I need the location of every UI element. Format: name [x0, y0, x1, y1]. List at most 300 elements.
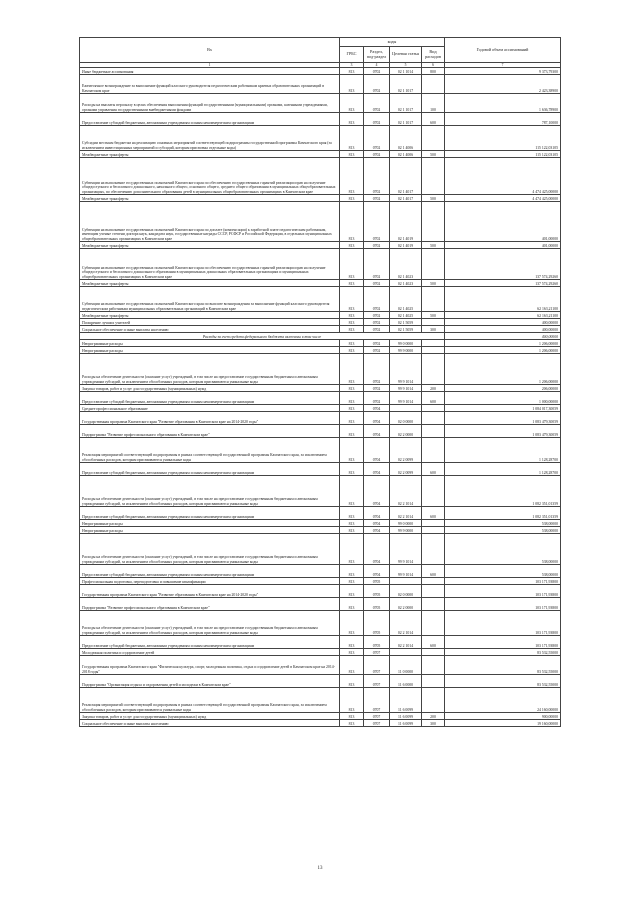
table-row: [80, 578, 561, 585]
cell-target: 11 6 0000: [390, 675, 422, 688]
cell-name: Расходы на обеспечение деятельности (оказание услуг) учреждений, в том числе на предоставление государственным бюджетным и автономным учреждениям субсидий, за исключением обособленных расходов, которым присваиваются уникальные коды: [80, 611, 340, 636]
cell-amount: 9 373,79300: [445, 68, 561, 75]
cell-grbs: 813: [340, 68, 364, 75]
cell-grbs: 813: [340, 534, 364, 565]
cell-target: 99 9 1014: [390, 534, 422, 565]
cell-name: Государственная программа Камчатского края "Развитие образования в Камчатском крае на 2014-2020 годы": [80, 412, 340, 425]
cell-razdel: 0702: [364, 151, 390, 158]
cell-grbs: 813: [340, 195, 364, 202]
table-row: [80, 158, 561, 195]
cell-grbs: 813: [340, 649, 364, 656]
page-number: 13: [317, 866, 323, 871]
cell-grbs: 813: [340, 598, 364, 611]
cell-grbs: 813: [340, 347, 364, 354]
cell-grbs: 813: [340, 412, 364, 425]
cell-name: Закупка товаров, работ и услуг для государственных (муниципальных) нужд: [80, 713, 340, 720]
cell-vid: 500: [422, 151, 445, 158]
cell-razdel: 0702: [364, 354, 390, 385]
table-row: [80, 195, 561, 202]
cell-name: Расходы на обеспечение деятельности (оказание услуг) учреждений, в том числе на предоставление государственным бюджетным и автономным учреждениям субсидий, за исключением обособленных расходов, которым присваиваются уникальные коды: [80, 534, 340, 565]
cell-amount: 1 000,00000: [445, 392, 561, 405]
cell-target: 02 1 1017: [390, 75, 422, 94]
cell-name: Реализация мероприятий соответствующей подпрограммы в рамках соответствующей государственной программы Камчатского края, за исключением обособленных расходов, которым присваиваются уникальные коды: [80, 438, 340, 463]
cell-amount: 1 206,00000: [445, 347, 561, 354]
table-row: [80, 534, 561, 565]
cell-razdel: 0702: [364, 280, 390, 287]
cell-name: Государственная программа Камчатского края "Развитие образования в Камчатском крае на 2014-2020 годы": [80, 585, 340, 598]
cell-vid: 600: [422, 113, 445, 126]
budget-table: [79, 37, 561, 727]
table-row: [80, 319, 561, 326]
cell-vid: [422, 249, 445, 280]
cell-razdel: 0704: [364, 412, 390, 425]
cell-target: 02 2 0000: [390, 598, 422, 611]
cell-name: Поощрение лучших учителей: [80, 319, 340, 326]
table-row: [80, 675, 561, 688]
cell-name: Субсидии местным бюджетам на реализацию основных мероприятий соответствующей подпрограммы государственной программы Камчатского края (за исключением инвестиционных мероприятий и субсидий, которым присвоены отдельные коды): [80, 126, 340, 151]
cell-amount: 538,00000: [445, 534, 561, 565]
cell-name: Непрограммные расходы: [80, 347, 340, 354]
table-row: [80, 94, 561, 113]
cell-grbs: 813: [340, 527, 364, 534]
cell-razdel: 0702: [364, 319, 390, 326]
cell-grbs: 813: [340, 585, 364, 598]
cell-razdel: 0702: [364, 94, 390, 113]
cell-grbs: 813: [340, 425, 364, 438]
cell-grbs: 813: [340, 319, 364, 326]
cell-target: 11 6 0099: [390, 688, 422, 713]
cell-vid: [422, 649, 445, 656]
column-razdel-header: Раздел, под-раздел: [364, 47, 390, 63]
cell-name: Субвенции на выполнение государственных полномочий Камчатского края по доплате (компенсации) к заработной плате педагогическим работникам, имеющим ученые степени доктора наук, кандидата наук, государственные награды СССР, РСФСР и Российской Федерации, в отдельных муниципальных общеобразовательных организациях в Камчатском крае: [80, 202, 340, 242]
column-number: 5: [390, 63, 422, 68]
cell-vid: 500: [422, 312, 445, 319]
table-row: [80, 333, 561, 340]
cell-amount: 1 636,78900: [445, 94, 561, 113]
cell-name: Среднее профессиональное образование: [80, 405, 340, 412]
cell-razdel: 0702: [364, 75, 390, 94]
cell-vid: [422, 688, 445, 713]
cell-vid: [422, 578, 445, 585]
cell-vid: [422, 75, 445, 94]
cell-amount: 1 082 351,01359: [445, 476, 561, 507]
cell-name: Расходы за счет средств федерального бюджета включены в том числе: [80, 333, 445, 340]
cell-target: 02 0 0000: [390, 585, 422, 598]
cell-grbs: 813: [340, 312, 364, 319]
cell-name: Субвенции на выполнение государственных полномочий Камчатского края по выплате вознаграждения за выполнение функций классного руководителя педагогическим работникам муниципальных образовательных организаций в Камчатском крае: [80, 287, 340, 312]
cell-target: 11 6 0099: [390, 720, 422, 727]
cell-amount: 103 171,93800: [445, 636, 561, 649]
cell-target: 02 1 4023: [390, 249, 422, 280]
cell-amount: 1 083 479,30059: [445, 412, 561, 425]
cell-name: Предоставление субсидий бюджетным, автономным учреждениям и иным некоммерческим организациям: [80, 507, 340, 520]
cell-grbs: 813: [340, 438, 364, 463]
cell-grbs: 813: [340, 202, 364, 242]
cell-amount: 115 122,03105: [445, 126, 561, 151]
cell-razdel: 0702: [364, 242, 390, 249]
cell-razdel: 0704: [364, 565, 390, 578]
cell-razdel: 0702: [364, 312, 390, 319]
cell-razdel: 0704: [364, 438, 390, 463]
cell-name: Предоставление субсидий бюджетным, автономным учреждениям и иным некоммерческим организациям: [80, 565, 340, 578]
table-row: [80, 507, 561, 520]
cell-grbs: 813: [340, 354, 364, 385]
cell-vid: 200: [422, 713, 445, 720]
cell-amount: 400,00000: [445, 319, 561, 326]
cell-vid: 600: [422, 507, 445, 520]
cell-grbs: 813: [340, 340, 364, 347]
table-row: [80, 113, 561, 126]
table-row: [80, 656, 561, 675]
cell-name: Расходы на обеспечение деятельности (оказание услуг) учреждений, в том числе на предоставление государственным бюджетным и автономным учреждениям субсидий, за исключением обособленных расходов, которым присваиваются уникальные коды: [80, 354, 340, 385]
cell-grbs: 813: [340, 242, 364, 249]
table-row: [80, 280, 561, 287]
cell-razdel: 0702: [364, 287, 390, 312]
cell-name: Предоставление субсидий бюджетным, автономным учреждениям и иным некоммерческим организациям: [80, 636, 340, 649]
cell-amount: 103 171,93800: [445, 611, 561, 636]
column-target-header: Целевая статья: [390, 47, 422, 63]
cell-razdel: 0705: [364, 585, 390, 598]
cell-name: Межбюджетные трансферты: [80, 242, 340, 249]
cell-amount: 137 574,29260: [445, 249, 561, 280]
cell-target: 11 0 0000: [390, 656, 422, 675]
cell-razdel: 0705: [364, 598, 390, 611]
cell-razdel: 0702: [364, 126, 390, 151]
cell-amount: 1 082 351,01359: [445, 507, 561, 520]
cell-name: Предоставление субсидий бюджетным, автономным учреждениям и иным некоммерческим организациям: [80, 392, 340, 405]
cell-amount: 137 574,29260: [445, 280, 561, 287]
cell-target: 02 2 1014: [390, 476, 422, 507]
cell-target: 02 1 4017: [390, 158, 422, 195]
table-row: [80, 527, 561, 534]
cell-vid: [422, 438, 445, 463]
cell-name: Межбюджетные трансферты: [80, 151, 340, 158]
cell-razdel: 0704: [364, 520, 390, 527]
cell-vid: 500: [422, 280, 445, 287]
table-row: [80, 565, 561, 578]
cell-target: 02 1 4017: [390, 195, 422, 202]
cell-name: Непрограммные расходы: [80, 520, 340, 527]
cell-vid: 200: [422, 385, 445, 392]
cell-amount: 401,00000: [445, 202, 561, 242]
cell-amount: 62 163,21100: [445, 312, 561, 319]
cell-grbs: 813: [340, 476, 364, 507]
table-row: [80, 242, 561, 249]
cell-razdel: 0702: [364, 326, 390, 333]
cell-grbs: 813: [340, 463, 364, 476]
cell-grbs: 813: [340, 688, 364, 713]
cell-name: Предоставление субсидий бюджетным, автономным учреждениям и иным некоммерческим организациям: [80, 113, 340, 126]
cell-name: Профессиональная подготовка, переподготовка и повышение квалификации: [80, 578, 340, 585]
table-row: [80, 611, 561, 636]
cell-grbs: 813: [340, 113, 364, 126]
column-number: 3: [340, 63, 364, 68]
cell-amount: 538,00000: [445, 565, 561, 578]
cell-vid: [422, 611, 445, 636]
cell-target: 02 2 0099: [390, 463, 422, 476]
cell-razdel: 0704: [364, 527, 390, 534]
cell-vid: [422, 319, 445, 326]
column-number: 1: [80, 63, 340, 68]
cell-target: 99 0 0000: [390, 520, 422, 527]
table-row: [80, 520, 561, 527]
table-row: [80, 312, 561, 319]
cell-amount: 103 171,93800: [445, 598, 561, 611]
table-row: [80, 68, 561, 75]
cell-target: 11 6 0099: [390, 713, 422, 720]
cell-target: 02 1 4019: [390, 202, 422, 242]
cell-grbs: 813: [340, 392, 364, 405]
cell-grbs: 813: [340, 611, 364, 636]
cell-name: Ежемесячное вознаграждение за выполнение функций классного руководителя педагогическим работникам краевых образовательных организаций в Камчатском крае: [80, 75, 340, 94]
cell-grbs: 813: [340, 75, 364, 94]
cell-vid: [422, 534, 445, 565]
cell-grbs: 813: [340, 675, 364, 688]
cell-amount: 400,00000: [445, 333, 561, 340]
cell-amount: 538,00000: [445, 527, 561, 534]
cell-vid: [422, 598, 445, 611]
cell-target: 02 2 1014: [390, 507, 422, 520]
table-row: [80, 392, 561, 405]
cell-vid: 100: [422, 94, 445, 113]
cell-name: Расходы на обеспечение деятельности (оказание услуг) учреждений, в том числе на предоставление государственным бюджетным и автономным учреждениям субсидий, за исключением обособленных расходов, которым присваиваются уникальные коды: [80, 476, 340, 507]
cell-target: 02 2 1014: [390, 636, 422, 649]
cell-target: 02 1 1017: [390, 94, 422, 113]
cell-vid: [422, 340, 445, 347]
cell-razdel: 0707: [364, 720, 390, 727]
cell-name: Подпрограмма "Развитие профессионального образования в Камчатском крае": [80, 598, 340, 611]
cell-amount: 1 128,28700: [445, 463, 561, 476]
cell-target: 02 1 5059: [390, 319, 422, 326]
table-row: [80, 598, 561, 611]
table-row: [80, 405, 561, 412]
cell-amount: 4 474 425,00000: [445, 195, 561, 202]
table-row: [80, 438, 561, 463]
cell-name: Социальное обеспечение и иные выплаты населению: [80, 326, 340, 333]
cell-amount: 83 532,55000: [445, 649, 561, 656]
cell-grbs: 813: [340, 280, 364, 287]
cell-target: 02 1 1014: [390, 68, 422, 75]
cell-amount: 1 206,00000: [445, 340, 561, 347]
cell-razdel: 0702: [364, 202, 390, 242]
cell-target: 99 9 1014: [390, 392, 422, 405]
cell-vid: 600: [422, 565, 445, 578]
table-row: [80, 354, 561, 385]
cell-name: Непрограммные расходы: [80, 340, 340, 347]
cell-target: 99 9 1014: [390, 385, 422, 392]
cell-target: 02 0 0000: [390, 412, 422, 425]
column-grbs-header: ГРБС: [340, 47, 364, 63]
cell-amount: 24 160,00000: [445, 688, 561, 713]
cell-vid: [422, 585, 445, 598]
cell-vid: [422, 425, 445, 438]
cell-target: 02 1 4025: [390, 287, 422, 312]
cell-grbs: 813: [340, 565, 364, 578]
cell-razdel: 0705: [364, 636, 390, 649]
cell-target: 02 2 0000: [390, 425, 422, 438]
codes-group-header: коды: [340, 38, 445, 47]
cell-vid: 500: [422, 242, 445, 249]
cell-name: Закупка товаров, работ и услуг для государственных (муниципальных) нужд: [80, 385, 340, 392]
cell-amount: 206,00000: [445, 385, 561, 392]
cell-name: Межбюджетные трансферты: [80, 312, 340, 319]
table-row: [80, 476, 561, 507]
cell-razdel: 0704: [364, 425, 390, 438]
cell-vid: 800: [422, 68, 445, 75]
table-row: [80, 585, 561, 598]
cell-target: 02 1 4019: [390, 242, 422, 249]
cell-target: 02 2 1014: [390, 611, 422, 636]
cell-vid: [422, 354, 445, 385]
cell-amount: 115 122,03105: [445, 151, 561, 158]
table-body: [80, 68, 561, 727]
cell-razdel: 0704: [364, 476, 390, 507]
cell-grbs: 813: [340, 126, 364, 151]
cell-razdel: 0704: [364, 534, 390, 565]
cell-razdel: 0705: [364, 578, 390, 585]
cell-amount: 103 171,93800: [445, 578, 561, 585]
cell-razdel: 0705: [364, 611, 390, 636]
cell-razdel: 0702: [364, 340, 390, 347]
cell-vid: [422, 158, 445, 195]
cell-amount: 62 163,21100: [445, 287, 561, 312]
cell-amount: 19 160,00000: [445, 720, 561, 727]
cell-vid: 300: [422, 720, 445, 727]
cell-target: 02 1 4006: [390, 126, 422, 151]
cell-vid: 600: [422, 636, 445, 649]
cell-razdel: 0702: [364, 347, 390, 354]
cell-vid: 300: [422, 326, 445, 333]
budget-document: [79, 37, 560, 727]
cell-name: Межбюджетные трансферты: [80, 195, 340, 202]
table-row: [80, 340, 561, 347]
cell-razdel: 0707: [364, 656, 390, 675]
cell-name: Субвенции на выполнение государственных полномочий Камчатского края по обеспечению государственных гарантий реализации прав на получение общедоступного и бесплатного дошкольного, начального общего, основного общего, среднего общего образования в муниципальных общеобразовательных организациях, по обеспечению дополнительного образования детей в муниципальных общеобразовательных организациях в Камчатском крае: [80, 158, 340, 195]
column-name-header: Вх: [80, 38, 340, 63]
cell-name: Субвенции на выполнение государственных полномочий Камчатского края по обеспечению государственных гарантий реализации прав на получение общедоступного и бесплатного дошкольного образования в муниципальных дошкольных образовательных организациях и муниципальных общеобразовательных организациях в Камчатском крае: [80, 249, 340, 280]
cell-name: Подпрограмма "Организация отдыха и оздоровления детей и молодежи в Камчатском крае": [80, 675, 340, 688]
cell-razdel: 0704: [364, 405, 390, 412]
cell-grbs: 813: [340, 405, 364, 412]
cell-amount: 538,00000: [445, 520, 561, 527]
cell-name: Молодежная политика и оздоровление детей: [80, 649, 340, 656]
cell-target: 02 2 0099: [390, 438, 422, 463]
table-row: [80, 326, 561, 333]
cell-amount: 1 128,28700: [445, 438, 561, 463]
cell-razdel: 0702: [364, 195, 390, 202]
cell-grbs: 813: [340, 287, 364, 312]
cell-grbs: 813: [340, 151, 364, 158]
cell-name: Расходы на выплаты персоналу в целях обеспечения выполнения функций государственными (муниципальными) органами, казенными учреждениями, органами управления государственными внебюджетными фондами: [80, 94, 340, 113]
column-volume-header: Годовой объем ассигнований: [445, 38, 561, 63]
cell-vid: [422, 287, 445, 312]
cell-name: Социальное обеспечение и иные выплаты населению: [80, 720, 340, 727]
cell-amount: 4 474 425,00000: [445, 158, 561, 195]
cell-vid: [422, 520, 445, 527]
cell-razdel: 0702: [364, 385, 390, 392]
cell-razdel: 0707: [364, 649, 390, 656]
cell-target: 99 9 0000: [390, 527, 422, 534]
cell-amount: 83 532,55000: [445, 675, 561, 688]
cell-grbs: 813: [340, 385, 364, 392]
cell-amount: 103 171,93800: [445, 585, 561, 598]
table-row: [80, 202, 561, 242]
cell-name: Предоставление субсидий бюджетным, автономным учреждениям и иным некоммерческим организациям: [80, 463, 340, 476]
cell-vid: [422, 527, 445, 534]
cell-razdel: 0707: [364, 675, 390, 688]
cell-amount: 1 206,00000: [445, 354, 561, 385]
cell-vid: [422, 476, 445, 507]
table-row: [80, 713, 561, 720]
cell-grbs: 813: [340, 94, 364, 113]
cell-name: Иные бюджетные ассигнования: [80, 68, 340, 75]
cell-vid: [422, 405, 445, 412]
cell-target: 02 1 5059: [390, 326, 422, 333]
table-row: [80, 75, 561, 94]
table-row: [80, 151, 561, 158]
cell-target: [390, 405, 422, 412]
cell-razdel: 0707: [364, 713, 390, 720]
cell-vid: [422, 675, 445, 688]
table-row: [80, 385, 561, 392]
table-row: [80, 347, 561, 354]
table-row: [80, 287, 561, 312]
cell-amount: 1 084 017,30059: [445, 405, 561, 412]
cell-target: 02 1 1017: [390, 113, 422, 126]
table-row: [80, 425, 561, 438]
column-number: 7: [445, 63, 561, 68]
table-row: [80, 412, 561, 425]
cell-amount: 400,00000: [445, 326, 561, 333]
cell-target: 99 0 0000: [390, 340, 422, 347]
table-row: [80, 463, 561, 476]
cell-razdel: 0702: [364, 68, 390, 75]
cell-grbs: 813: [340, 507, 364, 520]
cell-target: 99 9 1014: [390, 354, 422, 385]
cell-target: 02 1 4023: [390, 280, 422, 287]
cell-target: [390, 578, 422, 585]
cell-name: Непрограммные расходы: [80, 527, 340, 534]
cell-target: 99 9 0000: [390, 347, 422, 354]
cell-amount: 1 083 479,30059: [445, 425, 561, 438]
cell-vid: [422, 126, 445, 151]
cell-grbs: 813: [340, 249, 364, 280]
cell-vid: [422, 656, 445, 675]
cell-vid: [422, 347, 445, 354]
cell-name: Подпрограмма "Развитие профессионального образования в Камчатском крае": [80, 425, 340, 438]
cell-amount: 401,00000: [445, 242, 561, 249]
cell-grbs: 813: [340, 713, 364, 720]
cell-razdel: 0702: [364, 158, 390, 195]
cell-target: 02 1 4025: [390, 312, 422, 319]
cell-name: Реализация мероприятий соответствующей подпрограммы в рамках соответствующей государственной программы Камчатского края, за исключением обособленных расходов, которым присваиваются уникальные коды: [80, 688, 340, 713]
cell-razdel: 0704: [364, 507, 390, 520]
cell-name: Государственная программа Камчатского края "Физическая культура, спорт, молодежная политика, отдых и оздоровление детей в Камчатском крае на 2014-2018 годы": [80, 656, 340, 675]
cell-amount: 83 532,55000: [445, 656, 561, 675]
cell-amount: 787,10000: [445, 113, 561, 126]
cell-razdel: 0702: [364, 249, 390, 280]
cell-vid: 600: [422, 463, 445, 476]
table-row: [80, 649, 561, 656]
cell-razdel: 0704: [364, 463, 390, 476]
cell-name: Межбюджетные трансферты: [80, 280, 340, 287]
cell-vid: 500: [422, 195, 445, 202]
column-number: 4: [364, 63, 390, 68]
table-row: [80, 249, 561, 280]
cell-grbs: 813: [340, 656, 364, 675]
cell-target: [390, 649, 422, 656]
table-row: [80, 126, 561, 151]
